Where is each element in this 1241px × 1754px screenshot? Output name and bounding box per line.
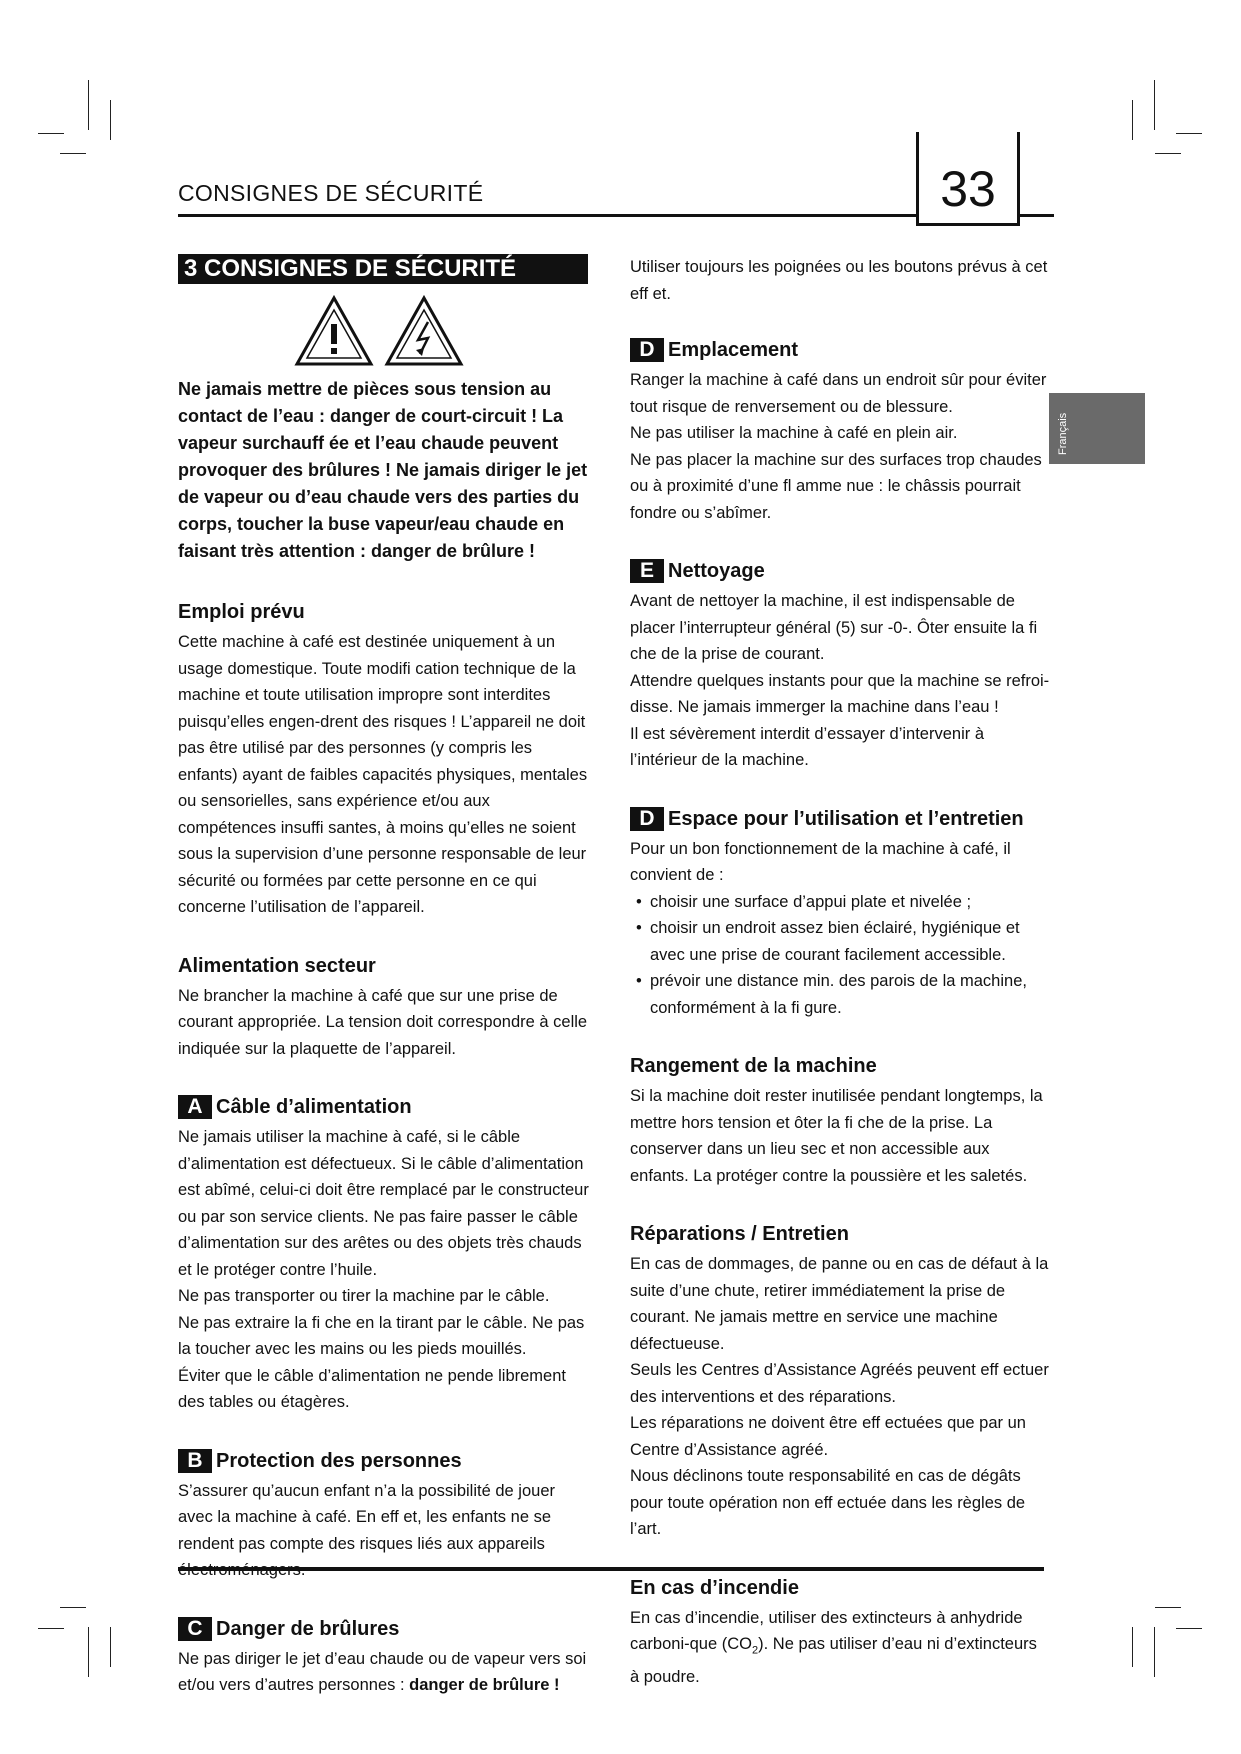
crop-mark bbox=[60, 153, 86, 154]
paragraph: En cas de dommages, de panne ou en cas de défaut à la suite d’une chute, retirer immédiatement la prise de courant. Ne jamais mettre en service une machine défectueuse. bbox=[630, 1255, 1049, 1353]
bullet-list bbox=[630, 889, 1050, 1022]
paragraph: Attendre quelques instants pour que la machine se refroi-disse. Ne jamais immerger la machine dans l’eau ! bbox=[630, 671, 1050, 716]
crop-mark bbox=[38, 1628, 64, 1629]
running-header: CONSIGNES DE SÉCURITÉ bbox=[178, 180, 484, 206]
heading-text: Espace pour l’utilisation et l’entretien bbox=[668, 807, 1024, 830]
badge-letter: B bbox=[178, 1449, 212, 1473]
list-item: • prévoir une distance min. des parois de la machine, conformément à la fi gure. bbox=[650, 968, 1050, 1021]
section-nettoyage bbox=[630, 558, 1050, 774]
paragraph: Si la machine doit rester inutilisée pendant longtemps, la mettre hors tension et ôter la fi che de la prise. La conserver dans un lieu sec et non accessible aux enfants. La protéger contre la poussière et les saletés. bbox=[630, 1087, 1043, 1185]
crop-mark bbox=[1132, 100, 1133, 140]
paragraph: Il est sévèrement interdit d’essayer d’intervenir à l’intérieur de la machine. bbox=[630, 724, 984, 769]
crop-mark bbox=[38, 133, 64, 134]
paragraph: Ne pas utiliser la machine à café en plein air. bbox=[630, 424, 958, 442]
paragraph: Ne pas placer la machine sur des surfaces trop chaudes ou à proximité d’une fl amme nue : le châssis pourrait fondre ou s’abîmer. bbox=[630, 450, 1042, 522]
language-label: Français bbox=[1057, 412, 1069, 455]
section-cable bbox=[178, 1094, 592, 1416]
paragraph: Ne jamais utiliser la machine à café, si le câble d’alimentation est défectueux. Si le câble d’alimentation est abîmé, celui-ci doit être remplacé par le constructeur ou par son service clients. Ne pas faire passer le câble d’alimentation sur des arêtes ou des objets très chauds et le protéger contre l’huile. bbox=[178, 1128, 589, 1279]
crop-mark bbox=[1154, 80, 1155, 130]
section-title: 3 CONSIGNES DE SÉCURITÉ bbox=[178, 254, 588, 284]
heading-cable bbox=[178, 1094, 592, 1120]
badge-letter: C bbox=[178, 1617, 212, 1641]
crop-mark bbox=[110, 1627, 111, 1667]
crop-mark bbox=[1176, 1628, 1202, 1629]
electric-hazard-icon bbox=[387, 298, 461, 364]
crop-mark bbox=[1132, 1627, 1133, 1667]
paragraph bbox=[178, 1646, 592, 1699]
right-column bbox=[630, 254, 1050, 1722]
heading-text: Nettoyage bbox=[668, 560, 765, 582]
subscript: 2 bbox=[751, 1644, 759, 1657]
paragraph: Avant de nettoyer la machine, il est indispensable de placer l’interrupteur général (5) sur -0-. Ôter ensuite la fi che de la prise de courant. bbox=[630, 592, 1038, 663]
crop-mark bbox=[1155, 153, 1181, 154]
heading-emploi: Emploi prévu bbox=[178, 601, 305, 623]
section-emploi bbox=[178, 599, 592, 921]
crop-mark bbox=[60, 1607, 86, 1608]
section-emplacement bbox=[630, 337, 1050, 526]
badge-letter: E bbox=[630, 559, 664, 583]
paragraph: Ne pas extraire la fi che en la tirant par le câble. Ne pas la toucher avec les mains ou les pieds mouillés. bbox=[178, 1313, 585, 1358]
heading-espace bbox=[630, 806, 1050, 832]
heading-text: Câble d’alimentation bbox=[216, 1096, 412, 1118]
paragraph-bold: danger de brûlure ! bbox=[409, 1676, 560, 1694]
badge-letter: D bbox=[630, 338, 664, 362]
crop-mark bbox=[88, 1627, 89, 1677]
footer-rule bbox=[178, 1567, 1044, 1571]
language-tab bbox=[1049, 393, 1145, 464]
paragraph: Utiliser toujours les poignées ou les boutons prévus à cet eff et. bbox=[630, 258, 1048, 303]
crop-mark bbox=[110, 100, 111, 140]
paragraph: Pour un bon fonctionnement de la machine à café, il convient de : bbox=[630, 839, 1011, 884]
heading-danger bbox=[178, 1616, 592, 1642]
crop-mark bbox=[1154, 1627, 1155, 1677]
crop-mark bbox=[1155, 1607, 1181, 1608]
section-danger bbox=[178, 1616, 592, 1699]
page-number-box bbox=[916, 132, 1020, 226]
section-protection bbox=[178, 1448, 592, 1584]
section-rangement bbox=[630, 1053, 1050, 1189]
heading-reparations: Réparations / Entretien bbox=[630, 1223, 849, 1245]
paragraph-text: En cas d’incendie, utiliser des extincteurs à anhydride carboni-que (CO bbox=[630, 1608, 1023, 1653]
paragraph: Les réparations ne doivent être eff ectuées que par un Centre d’Assistance agréé. bbox=[630, 1414, 1026, 1459]
paragraph: Ne pas transporter ou tirer la machine par le câble. bbox=[178, 1287, 550, 1305]
paragraph: S’assurer qu’aucun enfant n’a la possibilité de jouer avec la machine à café. En eff et, les enfants ne se rendent pas compte des risques liés aux appareils bbox=[178, 1481, 555, 1553]
page-number: 33 bbox=[940, 161, 996, 217]
paragraph: Cette machine à café est destinée uniquement à un usage domestique. Toute modifi cation technique de la machine et toute utilisation impropre sont interdites puisqu’elles engen-drent des risques ! L’appareil ne doit pas être utilisé par des personnes (y compris les enfants) ayant de faibles capacités physiques, mentales ou sensorielles, sans expérience et/ou aux compétences insuffi santes, à moins qu’elles ne soient sous la supervision d’une personne responsable de leur sécurité ou formées par cette personne en ce qui concerne l’utilisation de l’appareil. bbox=[178, 633, 588, 916]
heading-text: Protection des personnes bbox=[216, 1449, 462, 1472]
heading-protection bbox=[178, 1448, 592, 1474]
paragraph: Éviter que le câble d’alimentation ne pende librement des tables ou étagères. bbox=[178, 1366, 566, 1411]
heading-text: Emplacement bbox=[668, 339, 799, 361]
paragraph-text: ). Ne pas utiliser d’eau ni d’extincteurs à poudre. bbox=[630, 1635, 1037, 1686]
section-incendie bbox=[630, 1575, 1050, 1691]
warning-exclamation-icon bbox=[297, 298, 371, 364]
list-item: • choisir une surface d’appui plate et nivelée ; bbox=[650, 889, 1050, 916]
list-item: • choisir un endroit assez bien éclairé, hygiénique et avec une prise de courant facilement accessible. bbox=[650, 915, 1050, 968]
left-column bbox=[178, 254, 592, 1731]
section-alimentation bbox=[178, 953, 592, 1063]
badge-letter: A bbox=[178, 1095, 212, 1119]
heading-nettoyage bbox=[630, 558, 1050, 584]
heading-alimentation: Alimentation secteur bbox=[178, 954, 376, 977]
paragraph: Ne brancher la machine à café que sur une prise de courant appropriée. La tension doit correspondre à celle indiquée sur la plaquette de l’appareil. bbox=[178, 986, 588, 1058]
crop-mark bbox=[88, 80, 89, 130]
paragraph-text: Ne pas diriger le jet d’eau chaude ou de vapeur vers soi et/ou vers d’autres personnes : bbox=[178, 1649, 587, 1694]
paragraph bbox=[630, 1605, 1050, 1691]
crop-mark bbox=[1176, 133, 1202, 134]
heading-emplacement bbox=[630, 337, 1050, 363]
heading-incendie: En cas d’incendie bbox=[630, 1576, 799, 1599]
paragraph: Seuls les Centres d’Assistance Agréés peuvent eff ectuer des interventions et des réparations. bbox=[630, 1361, 1049, 1406]
section-reparations bbox=[630, 1221, 1050, 1543]
warning-icons bbox=[294, 294, 592, 368]
paragraph: Ranger la machine à café dans un endroit sûr pour éviter tout risque de renversement ou de blessure. bbox=[630, 371, 1047, 416]
heading-rangement: Rangement de la machine bbox=[630, 1055, 877, 1077]
badge-letter: D bbox=[630, 807, 664, 831]
heading-text: Danger de brûlures bbox=[216, 1617, 400, 1640]
section-intro bbox=[630, 254, 1050, 307]
safety-warning: Ne jamais mettre de pièces sous tension au contact de l’eau : danger de court-circuit ! La vapeur surchauff ée et l’eau chaude peuvent provoquer des brûlures ! Ne jamais diriger le jet de vapeur ou d’eau chaude vers des parties du corps, toucher la buse vapeur/eau chaude en faisant très attention : danger de brûlure ! bbox=[178, 379, 588, 561]
paragraph: Nous déclinons toute responsabilité en cas de dégâts pour toute opération non eff ectuée dans les règles de l’art. bbox=[630, 1467, 1026, 1538]
section-espace bbox=[630, 806, 1050, 1022]
